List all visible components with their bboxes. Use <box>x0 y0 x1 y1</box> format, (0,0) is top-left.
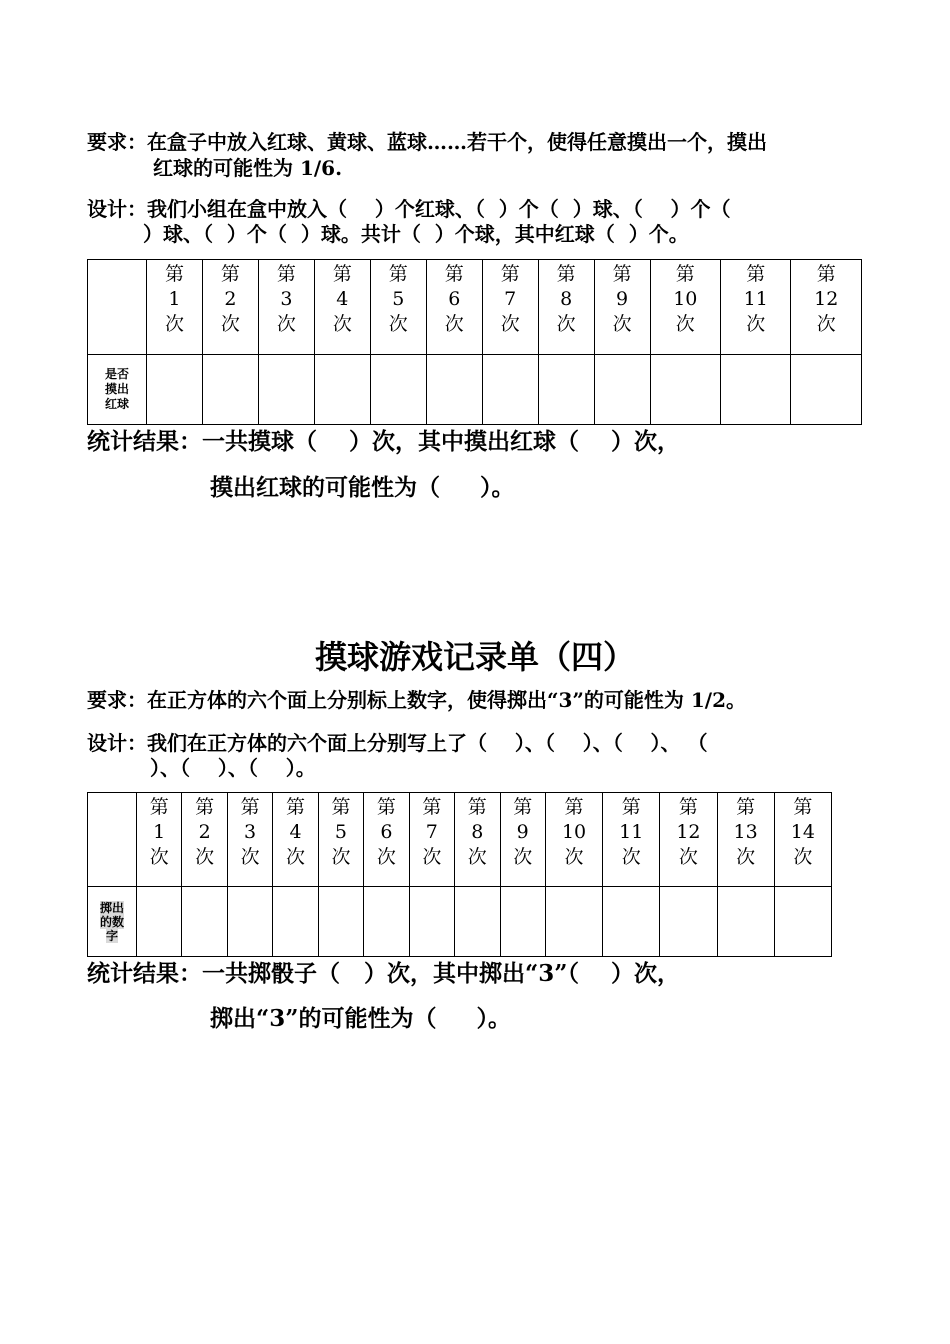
record-cell[interactable] <box>791 355 862 425</box>
record-cell[interactable] <box>258 355 314 425</box>
design-line-1: 设计：我们小组在盒中放入（ ）个红球、（ ）个（ ）球、（ ）个（ <box>87 197 731 221</box>
result-line-1: 统计结果：一共掷骰子（ ）次，其中掷出“3”（ ）次， <box>87 960 681 987</box>
record-cell[interactable] <box>660 887 717 957</box>
record-cell[interactable] <box>273 887 318 957</box>
record-cell[interactable] <box>137 887 182 957</box>
trial-header: 第 8 次 <box>455 793 500 887</box>
result-line-2: 掷出“3”的可能性为（ ）。 <box>210 1005 511 1032</box>
design-line-1: 设计：我们在正方体的六个面上分别写上了（ ）、（ ）、（ ）、 （ <box>87 731 708 755</box>
requirement-line: 要求：在正方体的六个面上分别标上数字，使得掷出“3”的可能性为 1/2。 <box>87 688 747 712</box>
row-label: 掷出 的数 字 <box>88 887 137 957</box>
ball-record-table <box>87 259 862 425</box>
record-cell[interactable] <box>227 887 272 957</box>
record-cell[interactable] <box>318 887 363 957</box>
corner-cell <box>88 260 147 355</box>
trial-header: 第 10 次 <box>650 260 720 355</box>
trial-header: 第 6 次 <box>426 260 482 355</box>
trial-header: 第 6 次 <box>364 793 409 887</box>
result-line-1: 统计结果：一共摸球（ ）次，其中摸出红球（ ）次， <box>87 428 681 455</box>
trial-header: 第 4 次 <box>314 260 370 355</box>
dice-record-table <box>87 792 832 957</box>
record-cell[interactable] <box>500 887 545 957</box>
trial-header: 第 8 次 <box>538 260 594 355</box>
page-title: 摸球游戏记录单（四） <box>314 638 635 676</box>
record-cell[interactable] <box>455 887 500 957</box>
trial-header: 第 12 次 <box>791 260 862 355</box>
record-cell[interactable] <box>314 355 370 425</box>
record-cell[interactable] <box>545 887 602 957</box>
row-label: 是否 摸出 红球 <box>88 355 147 425</box>
result-line-2: 摸出红球的可能性为（ ）。 <box>210 474 515 501</box>
record-cell[interactable] <box>594 355 650 425</box>
design-line-2: ）球、（ ）个（ ）球。共计（ ）个球，其中红球（ ）个。 <box>143 222 689 246</box>
table-input-row <box>88 887 832 957</box>
record-cell[interactable] <box>721 355 791 425</box>
record-cell[interactable] <box>364 887 409 957</box>
design-line-2: ）、（ ）、（ ）。 <box>150 756 316 780</box>
trial-header: 第 3 次 <box>258 260 314 355</box>
trial-header: 第 11 次 <box>721 260 791 355</box>
trial-header: 第 7 次 <box>482 260 538 355</box>
trial-header: 第 10 次 <box>545 793 602 887</box>
trial-header: 第 7 次 <box>409 793 454 887</box>
record-cell[interactable] <box>147 355 203 425</box>
trial-header: 第 1 次 <box>147 260 203 355</box>
table-header-row <box>88 793 832 887</box>
trial-header: 第 1 次 <box>137 793 182 887</box>
trial-header: 第 9 次 <box>594 260 650 355</box>
record-cell[interactable] <box>717 887 774 957</box>
trial-header: 第 2 次 <box>202 260 258 355</box>
record-cell[interactable] <box>650 355 720 425</box>
trial-header: 第 14 次 <box>774 793 831 887</box>
record-cell[interactable] <box>774 887 831 957</box>
record-cell[interactable] <box>202 355 258 425</box>
trial-header: 第 12 次 <box>660 793 717 887</box>
record-cell[interactable] <box>370 355 426 425</box>
trial-header: 第 5 次 <box>370 260 426 355</box>
requirement-line-1: 要求：在盒子中放入红球、黄球、蓝球……若干个，使得任意摸出一个，摸出 <box>87 130 767 154</box>
record-cell[interactable] <box>182 887 227 957</box>
trial-header: 第 4 次 <box>273 793 318 887</box>
table-header-row <box>88 260 862 355</box>
trial-header: 第 2 次 <box>182 793 227 887</box>
trial-header: 第 9 次 <box>500 793 545 887</box>
record-cell[interactable] <box>538 355 594 425</box>
record-cell[interactable] <box>426 355 482 425</box>
trial-header: 第 5 次 <box>318 793 363 887</box>
record-cell[interactable] <box>482 355 538 425</box>
trial-header: 第 13 次 <box>717 793 774 887</box>
trial-header: 第 11 次 <box>603 793 660 887</box>
record-cell[interactable] <box>409 887 454 957</box>
record-cell[interactable] <box>603 887 660 957</box>
requirement-line-2: 红球的可能性为 1/6. <box>153 156 343 180</box>
corner-cell <box>88 793 137 887</box>
trial-header: 第 3 次 <box>227 793 272 887</box>
table-input-row <box>88 355 862 425</box>
